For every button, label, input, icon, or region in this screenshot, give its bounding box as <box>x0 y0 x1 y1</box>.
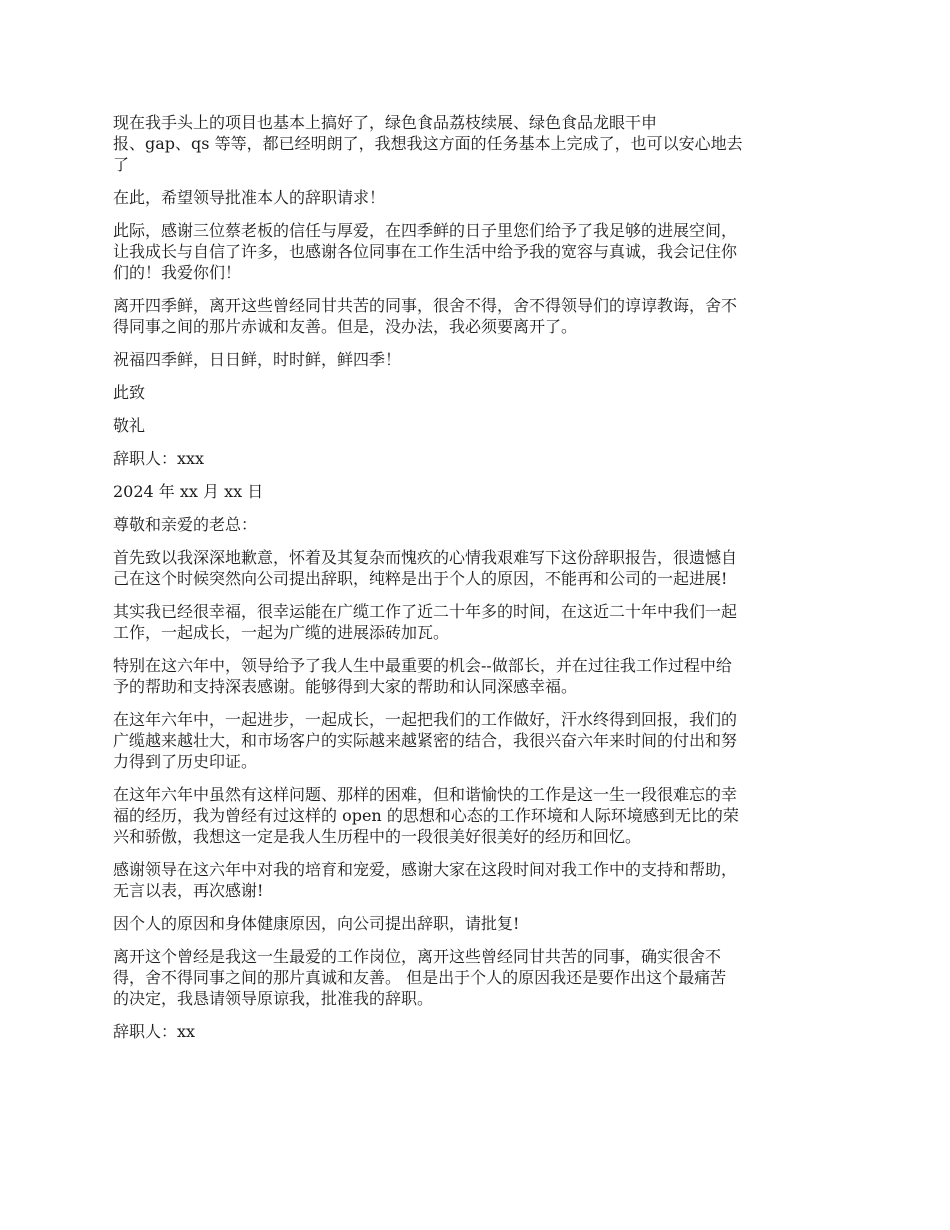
text-line: 其实我已经很幸福，很幸运能在广缆工作了近二十年多的时间，在这近二十年中我们一起 <box>113 602 738 621</box>
text-line: 2024 年 xx 月 xx 日 <box>113 482 264 501</box>
text-line: 辞职人：xxx <box>113 449 205 468</box>
text-line: 感谢领导在这六年中对我的培育和宠爱，感谢大家在这段时间对我工作中的支持和帮助， <box>113 860 738 879</box>
paragraph <box>113 946 843 1009</box>
paragraph <box>113 415 843 436</box>
paragraph <box>113 1021 843 1042</box>
text-line: 兴和骄傲，我想这一定是我人生历程中的一段很美好很美好的经历和回忆。 <box>113 827 642 846</box>
text-line: 因个人的原因和身体健康原因，向公司提出辞职，请批复! <box>113 914 520 933</box>
paragraph <box>113 481 843 502</box>
text-line: 离开这个曾经是我这一生最爱的工作岗位，离开这些曾经同甘共苦的同事，确实很舍不 <box>113 947 722 966</box>
paragraph <box>113 547 843 589</box>
text-line: 得，舍不得同事之间的那片真诚和友善。 但是出于个人的原因我还是要作出这个最痛苦 <box>113 968 727 987</box>
text-line: 此际，感谢三位蔡老板的信任与厚爱，在四季鲜的日子里您们给予了我足够的进展空间， <box>113 221 738 240</box>
paragraph <box>113 187 843 208</box>
paragraph <box>113 655 843 697</box>
text-line: 特别在这六年中，领导给予了我人生中最重要的机会--做部长，并在过往我工作过程中给 <box>113 656 732 675</box>
paragraph <box>113 382 843 403</box>
text-line: 福的经历，我为曾经有过这样的 open 的思想和心态的工作环境和人际环境感到无比的荣 <box>113 806 739 825</box>
paragraph <box>113 112 843 175</box>
text-line: 在这年六年中，一起进步，一起成长，一起把我们的工作做好，汗水终得到回报，我们的 <box>113 710 738 729</box>
text-line: 己在这个时候突然向公司提出辞职，纯粹是出于个人的原因，不能再和公司的一起进展! <box>113 569 728 588</box>
text-line: 广缆越来越壮大，和市场客户的实际越来越紧密的结合，我很兴奋六年来时间的付出和努 <box>113 731 738 750</box>
text-line: 祝福四季鲜，日日鲜，时时鲜，鲜四季！ <box>113 350 402 369</box>
text-line: 的决定，我恳请领导原谅我，批准我的辞职。 <box>113 989 434 1008</box>
text-line: 无言以表，再次感谢! <box>113 881 264 900</box>
text-line: 敬礼 <box>113 416 146 435</box>
text-line: 尊敬和亲爱的老总： <box>113 515 258 534</box>
text-line: 了 <box>113 155 130 174</box>
paragraph <box>113 220 843 283</box>
paragraph <box>113 295 843 337</box>
text-line: 报、gap、qs 等等，都已经明朗了，我想我这方面的任务基本上完成了，也可以安心地去 <box>113 134 743 153</box>
text-line: 离开四季鲜，离开这些曾经同甘共苦的同事，很舍不得，舍不得领导们的谆谆教诲，舍不 <box>113 296 738 315</box>
text-line: 们的！我爱你们！ <box>113 263 242 282</box>
text-line: 工作，一起成长，一起为广缆的进展添砖加瓦。 <box>113 623 450 642</box>
paragraph <box>113 349 843 370</box>
text-line: 此致 <box>113 383 146 402</box>
paragraph <box>113 514 843 535</box>
text-line: 让我成长与自信了许多，也感谢各位同事在工作生活中给予我的宽容与真诚，我会记住你 <box>113 242 738 261</box>
paragraph <box>113 601 843 643</box>
document-body <box>113 112 843 1054</box>
paragraph <box>113 913 843 934</box>
text-line: 予的帮助和支持深表感谢。能够得到大家的帮助和认同深感幸福。 <box>113 677 578 696</box>
text-line: 在此，希望领导批准本人的辞职请求！ <box>113 188 386 207</box>
text-line: 辞职人：xx <box>113 1022 196 1041</box>
text-line: 在这年六年中虽然有这样问题、那样的困难，但和谐愉快的工作是这一生一段很难忘的幸 <box>113 785 738 804</box>
paragraph <box>113 859 843 901</box>
text-line: 首先致以我深深地歉意，怀着及其复杂而愧疚的心情我艰难写下这份辞职报告，很遗憾自 <box>113 548 738 567</box>
text-line: 得同事之间的那片赤诚和友善。但是，没办法，我必须要离开了。 <box>113 317 578 336</box>
text-line: 力得到了历史印证。 <box>113 752 258 771</box>
paragraph <box>113 784 843 847</box>
paragraph <box>113 709 843 772</box>
text-line: 现在我手头上的项目也基本上搞好了，绿色食品荔枝续展、绿色食品龙眼干申 <box>113 113 658 132</box>
paragraph <box>113 448 843 469</box>
